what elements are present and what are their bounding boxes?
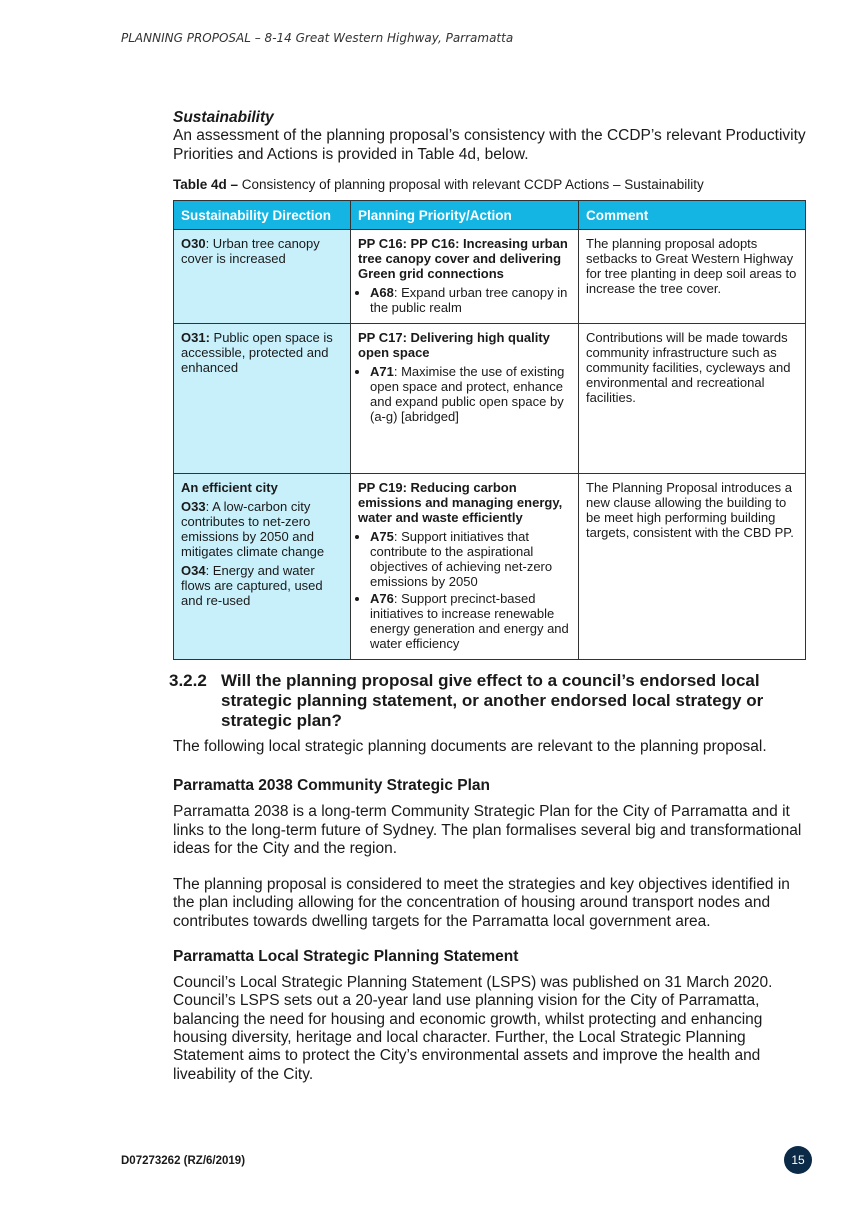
- action-item: [370, 364, 571, 424]
- table-row: [174, 474, 806, 660]
- csp-heading: Parramatta 2038 Community Strategic Plan: [173, 777, 491, 795]
- action-code: A71: [370, 364, 394, 379]
- priority-title: PP C16: PP C16: Increasing urban tree canopy cover and delivering Green grid connections: [358, 236, 568, 281]
- direction-code: O31:: [181, 330, 210, 345]
- action-code: A76: [370, 591, 394, 606]
- priority-title: PP C19: Reducing carbon emissions and managing energy, water and waste efficiently: [358, 480, 563, 525]
- direction-item: [181, 563, 343, 608]
- action-code: A68: [370, 285, 394, 300]
- priority-cell: [351, 230, 579, 324]
- priority-cell: [351, 474, 579, 660]
- action-text: : Support precinct-based initiatives to increase renewable energy generation and energy and water efficiency: [370, 591, 569, 651]
- csp-paragraph-2: The planning proposal is considered to meet the strategies and key objectives identified in the plan including allowing for the concentration of housing around transport nodes and contributes towards dwelling targets for the Parramatta local government area.: [173, 876, 790, 930]
- direction-heading: An efficient city: [181, 480, 278, 495]
- comment-cell: Contributions will be made towards community infrastructure such as community facilities, cycleways and environmental and recreational facilities.: [579, 324, 806, 474]
- action-item: [370, 591, 571, 651]
- column-header: Sustainability Direction: [174, 201, 351, 230]
- table-caption-label: Table 4d –: [173, 177, 239, 192]
- direction-cell: [174, 324, 351, 474]
- direction-text: : Energy and water flows are captured, used and re-used: [181, 563, 323, 608]
- lsps-paragraph-1: Council’s Local Strategic Planning Statement (LSPS) was published on 31 March 2020. Council’s LSPS sets out a 20-year land use planning vision for the City of Parramatta, balancing the need for housing and economic growth, whilst protecting and enhancing housing diversity, heritage and local character. Further, the Local Strategic Planning Statement aims to protect the City’s environmental assets and improve the health and liveability of the City.: [173, 974, 773, 1083]
- section-number: 3.2.2: [169, 671, 207, 690]
- csp-paragraph-1: Parramatta 2038 is a long-term Community Strategic Plan for the City of Parramatta and it links to the long-term future of Sydney. The plan formalises several big and transformational ideas for the City and the region.: [173, 803, 802, 857]
- direction-cell: [174, 230, 351, 324]
- action-list: [358, 285, 571, 315]
- action-code: A75: [370, 529, 394, 544]
- action-item: [370, 285, 571, 315]
- table-row: [174, 324, 806, 474]
- direction-cell: [174, 474, 351, 660]
- column-header: Planning Priority/Action: [351, 201, 579, 230]
- section-title: Will the planning proposal give effect to a council’s endorsed local strategic planning statement, or another endorsed local strategy or strategic plan?: [221, 671, 764, 730]
- action-text: : Maximise the use of existing open space and protect, enhance and expand public open space by (a-g) [abridged]: [370, 364, 565, 424]
- action-text: : Support initiatives that contribute to the aspirational objectives of achieving net-zero emissions by 2050: [370, 529, 553, 589]
- action-item: [370, 529, 571, 589]
- consistency-table: [173, 200, 806, 660]
- direction-text: Public open space is accessible, protected and enhanced: [181, 330, 333, 375]
- direction-code: O34: [181, 563, 206, 578]
- direction-code: O30: [181, 236, 206, 251]
- direction-item: [181, 499, 343, 559]
- action-list: [358, 529, 571, 651]
- direction-text: : A low-carbon city contributes to net-zero emissions by 2050 and mitigates climate change: [181, 499, 325, 559]
- lsps-heading: Parramatta Local Strategic Planning Statement: [173, 948, 519, 966]
- action-text: : Expand urban tree canopy in the public realm: [370, 285, 568, 315]
- table-caption-text: Consistency of planning proposal with relevant CCDP Actions – Sustainability: [238, 177, 704, 192]
- page-number-badge: 15: [784, 1146, 812, 1174]
- page-header: PLANNING PROPOSAL – 8-14 Great Western Highway, Parramatta: [121, 31, 514, 45]
- comment-cell: The planning proposal adopts setbacks to Great Western Highway for tree planting in deep soil areas to increase the tree cover.: [579, 230, 806, 324]
- table-header-row: [174, 201, 806, 230]
- comment-cell: The Planning Proposal introduces a new clause allowing the building to be meet high performing building targets, consistent with the CBD PP.: [579, 474, 806, 660]
- table-caption: [173, 176, 808, 194]
- page-content: [169, 108, 808, 1084]
- column-header: Comment: [579, 201, 806, 230]
- sustainability-intro: An assessment of the planning proposal’s consistency with the CCDP’s relevant Productivity Priorities and Actions is provided in Table 4d, below.: [173, 127, 806, 163]
- action-list: [358, 364, 571, 424]
- direction-text: : Urban tree canopy cover is increased: [181, 236, 320, 266]
- section-heading-322: [169, 671, 808, 731]
- document-code: D07273262 (RZ/6/2019): [121, 1155, 246, 1167]
- priority-title: PP C17: Delivering high quality open space: [358, 330, 550, 360]
- section-title-sustainability: Sustainability: [173, 109, 274, 126]
- direction-code: O33: [181, 499, 206, 514]
- table-row: [174, 230, 806, 324]
- section-intro: The following local strategic planning documents are relevant to the planning proposal.: [173, 738, 767, 755]
- priority-cell: [351, 324, 579, 474]
